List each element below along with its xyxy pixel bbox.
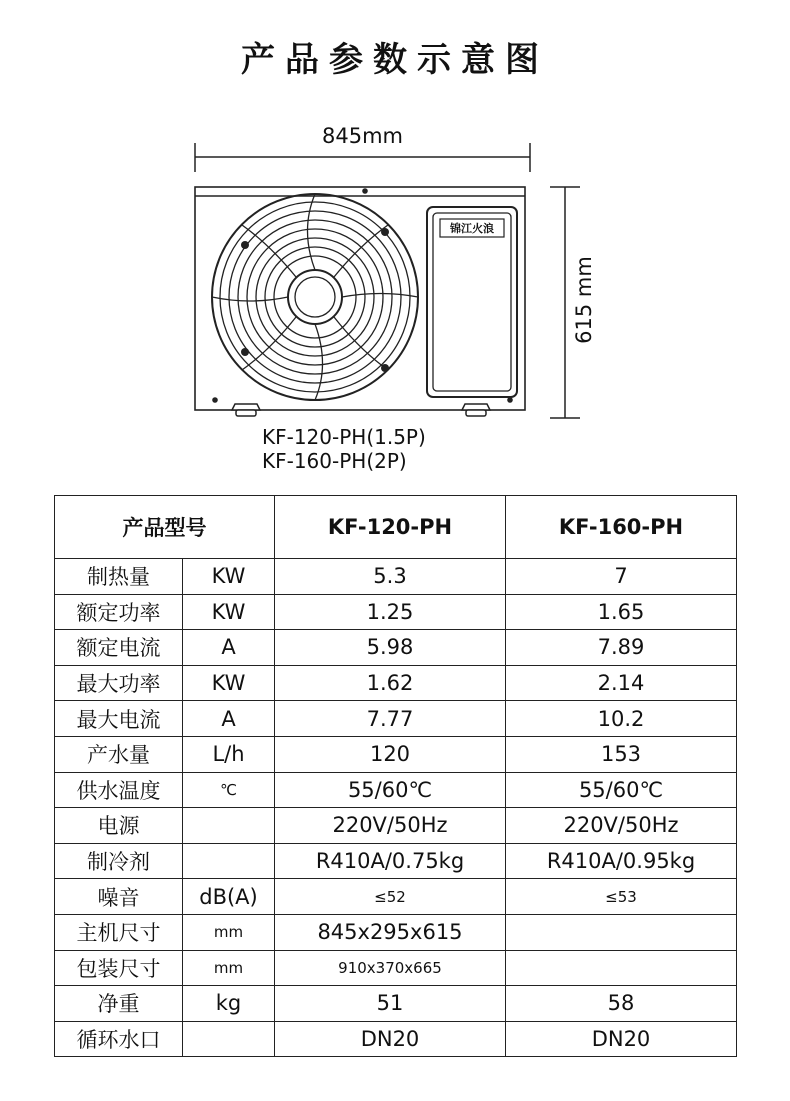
table-row bbox=[55, 950, 737, 986]
spec-value-2-cell: 220V/50Hz bbox=[506, 808, 737, 844]
spec-unit-cell: KW bbox=[183, 594, 275, 630]
spec-value-1-cell: 51 bbox=[275, 986, 506, 1022]
header-model-2: KF-160-PH bbox=[506, 496, 737, 559]
spec-name-cell: 最大电流 bbox=[55, 701, 183, 737]
spec-value-2-cell: 58 bbox=[506, 986, 737, 1022]
model-line: KF-120-PH(1.5P) bbox=[262, 425, 426, 449]
spec-unit-cell: mm bbox=[183, 950, 275, 986]
spec-name-cell: 产水量 bbox=[55, 736, 183, 772]
spec-value-1-cell: 5.3 bbox=[275, 559, 506, 595]
spec-value-2-cell: R410A/0.95kg bbox=[506, 843, 737, 879]
spec-unit-cell: kg bbox=[183, 986, 275, 1022]
spec-value-1-cell: 120 bbox=[275, 736, 506, 772]
table-row bbox=[55, 986, 737, 1022]
spec-value-2-cell: 2.14 bbox=[506, 665, 737, 701]
table-row bbox=[55, 914, 737, 950]
table-row bbox=[55, 736, 737, 772]
spec-name-cell: 额定功率 bbox=[55, 594, 183, 630]
spec-name-cell: 制热量 bbox=[55, 559, 183, 595]
spec-name-cell: 净重 bbox=[55, 986, 183, 1022]
table-row bbox=[55, 772, 737, 808]
table-row bbox=[55, 1021, 737, 1057]
spec-value-1-cell: ≤52 bbox=[275, 879, 506, 915]
spec-value-1-cell: 1.62 bbox=[275, 665, 506, 701]
header-model-1: KF-120-PH bbox=[275, 496, 506, 559]
spec-value-2-cell: 7 bbox=[506, 559, 737, 595]
spec-name-cell: 额定电流 bbox=[55, 630, 183, 666]
spec-value-2-cell bbox=[506, 950, 737, 986]
spec-unit-cell: KW bbox=[183, 665, 275, 701]
width-dimension-line bbox=[195, 143, 530, 172]
spec-value-2-cell: 10.2 bbox=[506, 701, 737, 737]
spec-name-cell: 包装尺寸 bbox=[55, 950, 183, 986]
model-line: KF-160-PH(2P) bbox=[262, 449, 407, 473]
side-panel bbox=[427, 207, 517, 397]
spec-value-2-cell: 153 bbox=[506, 736, 737, 772]
spec-unit-cell: A bbox=[183, 701, 275, 737]
spec-value-1-cell: 1.25 bbox=[275, 594, 506, 630]
unit-body bbox=[195, 187, 525, 410]
model-list bbox=[262, 425, 426, 473]
height-dimension-label: 615 mm bbox=[572, 256, 596, 344]
spec-value-1-cell: 7.77 bbox=[275, 701, 506, 737]
table-row bbox=[55, 665, 737, 701]
spec-name-cell: 主机尺寸 bbox=[55, 914, 183, 950]
spec-unit-cell: L/h bbox=[183, 736, 275, 772]
page-title: 产品参数示意图 bbox=[241, 40, 549, 80]
spec-name-cell: 噪音 bbox=[55, 879, 183, 915]
spec-unit-cell bbox=[183, 808, 275, 844]
spec-unit-cell bbox=[183, 1021, 275, 1057]
spec-value-2-cell bbox=[506, 914, 737, 950]
table-row bbox=[55, 843, 737, 879]
spec-unit-cell: KW bbox=[183, 559, 275, 595]
spec-value-1-cell: 910x370x665 bbox=[275, 950, 506, 986]
spec-unit-cell: mm bbox=[183, 914, 275, 950]
spec-value-1-cell: DN20 bbox=[275, 1021, 506, 1057]
spec-unit-cell: A bbox=[183, 630, 275, 666]
spec-value-2-cell: 1.65 bbox=[506, 594, 737, 630]
spec-unit-cell bbox=[183, 843, 275, 879]
spec-value-2-cell: ≤53 bbox=[506, 879, 737, 915]
spec-value-1-cell: 55/60℃ bbox=[275, 772, 506, 808]
brand-label: 锦江火浪 bbox=[450, 222, 494, 235]
table-row bbox=[55, 879, 737, 915]
spec-name-cell: 循环水口 bbox=[55, 1021, 183, 1057]
spec-value-1-cell: R410A/0.75kg bbox=[275, 843, 506, 879]
heat-pump-unit-diagram bbox=[0, 110, 790, 430]
spec-value-1-cell: 220V/50Hz bbox=[275, 808, 506, 844]
height-dimension-line bbox=[550, 187, 580, 418]
table-row bbox=[55, 701, 737, 737]
header-label: 产品型号 bbox=[55, 496, 275, 559]
spec-name-cell: 制冷剂 bbox=[55, 843, 183, 879]
spec-name-cell: 最大功率 bbox=[55, 665, 183, 701]
spec-value-1-cell: 5.98 bbox=[275, 630, 506, 666]
table-header-row bbox=[55, 496, 737, 559]
spec-value-2-cell: 7.89 bbox=[506, 630, 737, 666]
spec-name-cell: 供水温度 bbox=[55, 772, 183, 808]
spec-value-2-cell: DN20 bbox=[506, 1021, 737, 1057]
table-row bbox=[55, 559, 737, 595]
spec-value-2-cell: 55/60℃ bbox=[506, 772, 737, 808]
table-row bbox=[55, 808, 737, 844]
spec-unit-cell: ℃ bbox=[183, 772, 275, 808]
fan-guard bbox=[212, 194, 418, 400]
spec-table bbox=[54, 495, 737, 1057]
spec-value-1-cell: 845x295x615 bbox=[275, 914, 506, 950]
table-row bbox=[55, 630, 737, 666]
width-dimension-label: 845mm bbox=[322, 124, 403, 148]
spec-name-cell: 电源 bbox=[55, 808, 183, 844]
spec-unit-cell: dB(A) bbox=[183, 879, 275, 915]
table-row bbox=[55, 594, 737, 630]
